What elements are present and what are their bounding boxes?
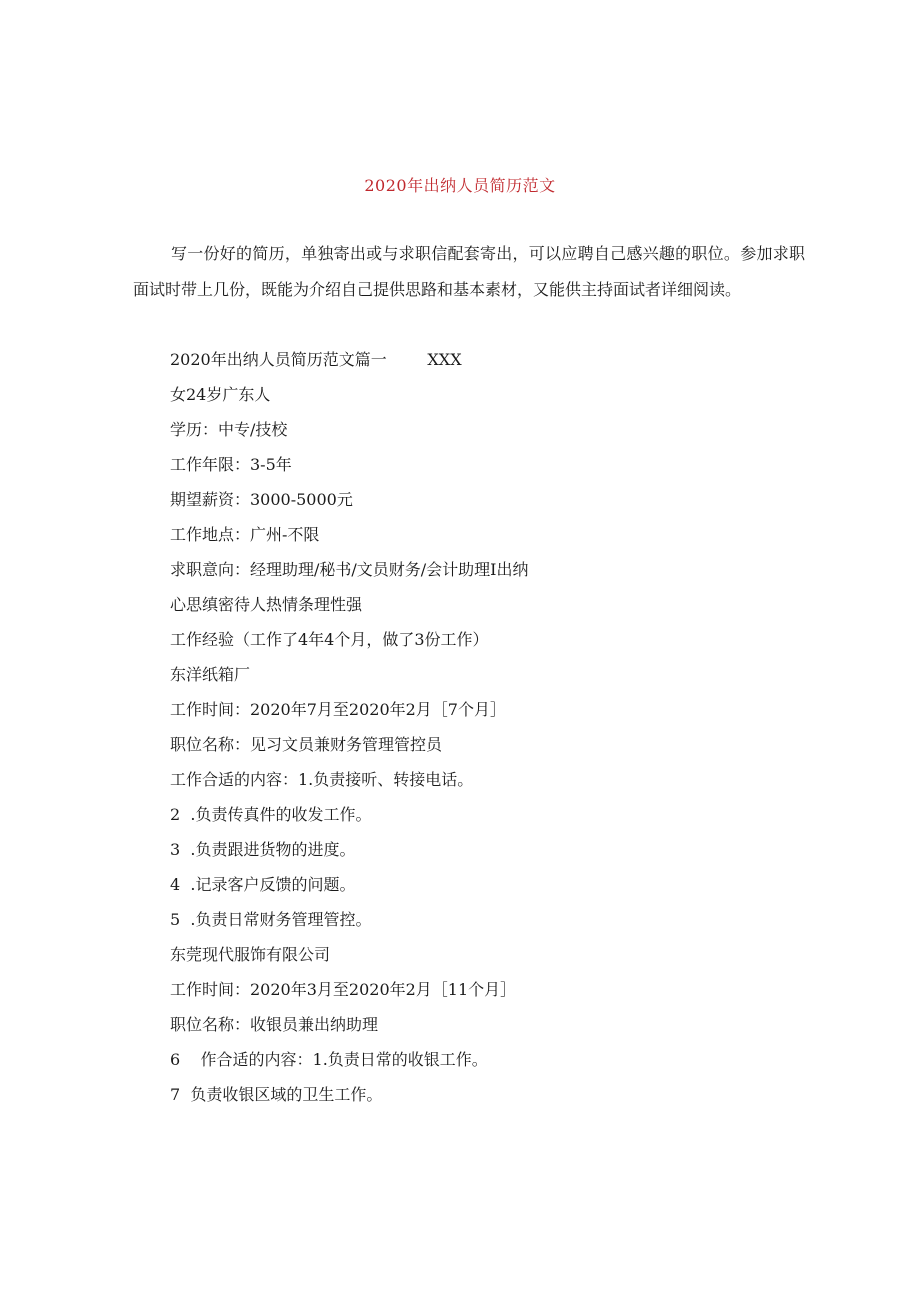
- resume-line: 工作经验（工作了4年4个月，做了3份工作）: [170, 630, 489, 649]
- resume-line: 2 .负责传真件的收发工作。: [170, 805, 372, 824]
- resume-line: 学历：中专/技校: [170, 420, 288, 439]
- resume-line: 7 负责收银区域的卫生工作。: [170, 1085, 383, 1104]
- resume-line: 东洋纸箱厂: [170, 665, 251, 684]
- intro-paragraph: 写一份好的简历，单独寄出或与求职信配套寄出，可以应聘自己感兴趣的职位。参加求职面试时带上几份，既能为介绍自己提供思路和基本素材，又能供主持面试者详细阅读。: [133, 244, 805, 299]
- resume-line: 期望薪资：3000-5000元: [170, 490, 353, 509]
- resume-line: 工作年限：3-5年: [170, 455, 292, 474]
- resume-line: 东莞现代服饰有限公司: [170, 945, 331, 964]
- resume-line: 工作地点：广州-不限: [170, 525, 320, 544]
- resume-line: 工作时间：2020年7月至2020年2月［7个月］: [170, 700, 506, 719]
- resume-line: 工作合适的内容：1.负责接听、转接电话。: [170, 770, 474, 789]
- resume-line: 求职意向：经理助理/秘书/文员财务/会计助理I出纳: [170, 560, 529, 579]
- resume-line: 女24岁广东人: [170, 385, 271, 404]
- resume-line: 6 作合适的内容：1.负责日常的收银工作。: [170, 1050, 488, 1069]
- resume-line: 4 .记录客户反馈的问题。: [170, 875, 356, 894]
- document-title: 2020年出纳人员简历范文: [364, 176, 556, 195]
- resume-line: 2020年出纳人员简历范文篇一 XXX: [170, 350, 462, 369]
- resume-line: 3 .负责跟进货物的进度。: [170, 840, 356, 859]
- resume-lines: [170, 342, 810, 1112]
- resume-line: 职位名称：收银员兼出纳助理: [170, 1015, 379, 1034]
- resume-line: 工作时间：2020年3月至2020年2月［11个月］: [170, 980, 517, 999]
- resume-line: 职位名称：见习文员兼财务管理管控员: [170, 735, 443, 754]
- resume-line: 心思缜密待人热情条理性强: [170, 595, 363, 614]
- resume-line: 5 .负责日常财务管理管控。: [170, 910, 372, 929]
